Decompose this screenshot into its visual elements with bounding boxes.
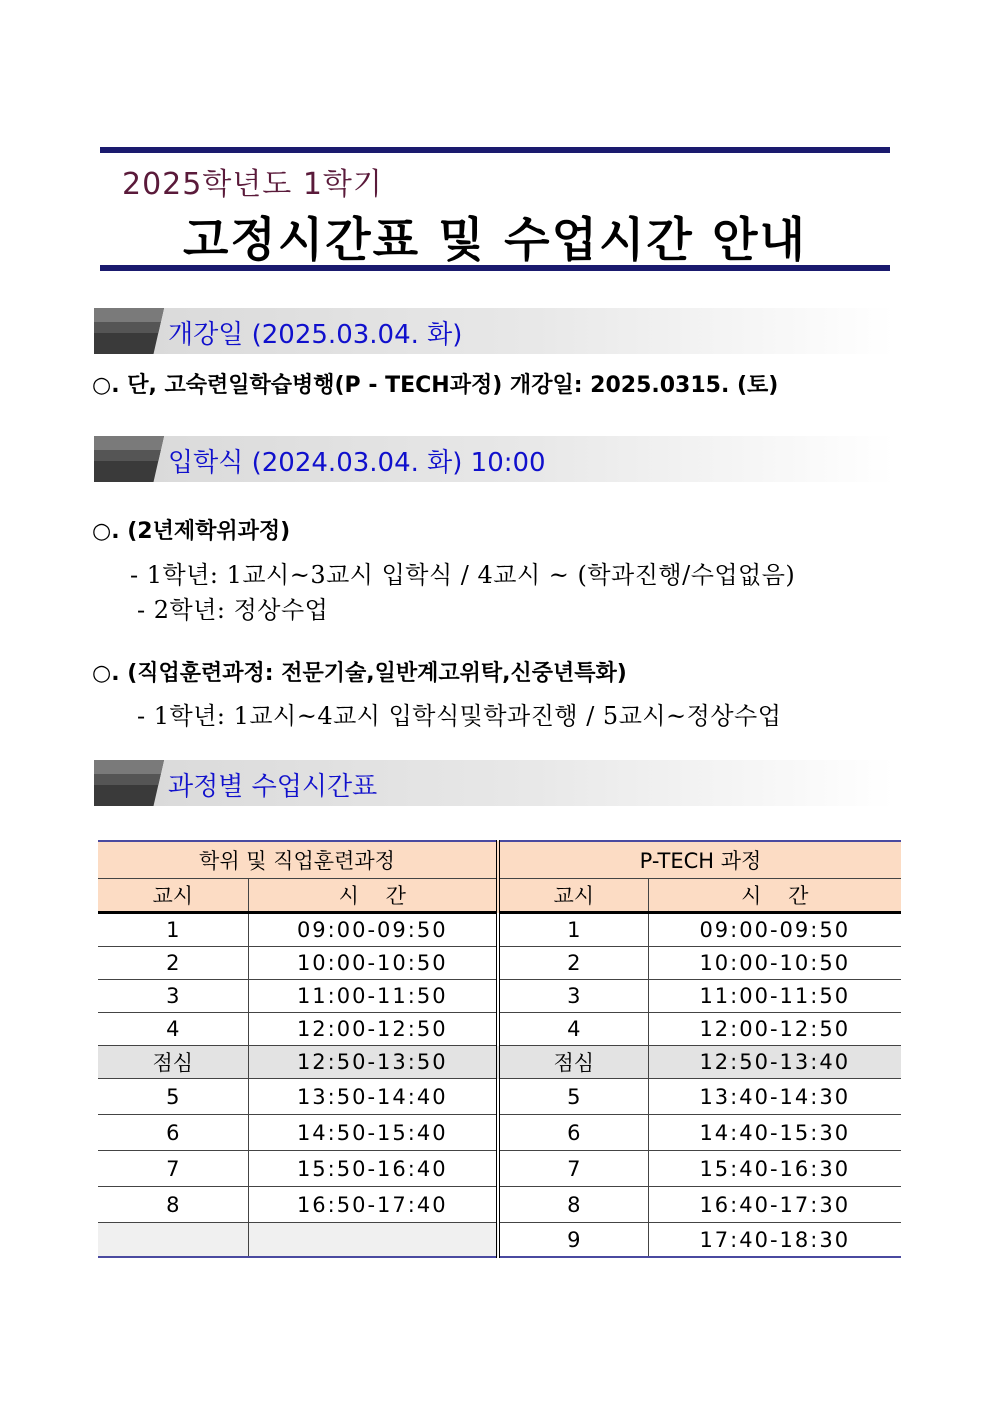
vocational-line-1: - 1학년: 1교시~4교시 입학식및학과진행 / 5교시~정상수업 — [137, 702, 782, 730]
right-period: 5 — [498, 1079, 648, 1115]
right-period: 8 — [498, 1187, 648, 1223]
right-time: 11:00-11:50 — [648, 980, 901, 1013]
section-tab-graphic — [94, 308, 164, 354]
left-period: 1 — [98, 913, 248, 947]
table-row-lunch — [98, 1046, 901, 1079]
degree-heading: ○. (2년제학위과정) — [92, 519, 291, 544]
right-period: 6 — [498, 1115, 648, 1151]
left-period — [98, 1223, 248, 1258]
section-ceremony-title: 입학식 (2024.03.04. 화) 10:00 — [168, 448, 546, 478]
section-opening-bar — [94, 308, 894, 354]
right-period: 점심 — [498, 1046, 648, 1079]
left-time: 13:50-14:40 — [248, 1079, 498, 1115]
table-row — [98, 1187, 901, 1223]
left-time: 15:50-16:40 — [248, 1151, 498, 1187]
table-row — [98, 947, 901, 980]
left-period: 7 — [98, 1151, 248, 1187]
timetable-group-header — [98, 841, 901, 879]
group-left-header: 학위 및 직업훈련과정 — [98, 841, 498, 879]
left-period: 2 — [98, 947, 248, 980]
left-period: 3 — [98, 980, 248, 1013]
right-time: 13:40-14:30 — [648, 1079, 901, 1115]
timetable-column-header — [98, 879, 901, 913]
col-period-right: 교시 — [498, 879, 648, 913]
left-time: 12:50-13:50 — [248, 1046, 498, 1079]
table-row — [98, 913, 901, 947]
left-time — [248, 1223, 498, 1258]
document-subtitle: 2025학년도 1학기 — [122, 167, 383, 202]
section-tab-graphic — [94, 760, 164, 806]
left-period: 8 — [98, 1187, 248, 1223]
left-period: 5 — [98, 1079, 248, 1115]
table-row — [98, 1223, 901, 1258]
left-period: 6 — [98, 1115, 248, 1151]
section-opening-title: 개강일 (2025.03.04. 화) — [168, 320, 463, 350]
right-period: 3 — [498, 980, 648, 1013]
vocational-heading: ○. (직업훈련과정: 전문기술,일반계고위탁,신중년특화) — [92, 661, 627, 686]
left-period: 점심 — [98, 1046, 248, 1079]
left-time: 14:50-15:40 — [248, 1115, 498, 1151]
opening-note: ○. 단, 고숙련일학습병행(P - TECH과정) 개강일: 2025.0315. (토) — [92, 373, 779, 398]
left-time: 09:00-09:50 — [248, 913, 498, 947]
right-time: 16:40-17:30 — [648, 1187, 901, 1223]
table-row — [98, 1151, 901, 1187]
table-row — [98, 1013, 901, 1046]
right-period: 2 — [498, 947, 648, 980]
left-time: 16:50-17:40 — [248, 1187, 498, 1223]
left-time: 11:00-11:50 — [248, 980, 498, 1013]
degree-line-2: - 2학년: 정상수업 — [137, 596, 329, 624]
col-time-left: 시 간 — [248, 879, 498, 913]
right-time: 15:40-16:30 — [648, 1151, 901, 1187]
table-row — [98, 980, 901, 1013]
right-period: 4 — [498, 1013, 648, 1046]
section-schedule-bar — [94, 760, 894, 806]
section-ceremony-bar — [94, 436, 894, 482]
right-time: 09:00-09:50 — [648, 913, 901, 947]
left-time: 10:00-10:50 — [248, 947, 498, 980]
table-row — [98, 1115, 901, 1151]
right-period: 1 — [498, 913, 648, 947]
right-time: 17:40-18:30 — [648, 1223, 901, 1258]
left-period: 4 — [98, 1013, 248, 1046]
title-box — [100, 147, 890, 271]
group-right-header: P-TECH 과정 — [498, 841, 901, 879]
right-period: 7 — [498, 1151, 648, 1187]
right-time: 14:40-15:30 — [648, 1115, 901, 1151]
section-tab-graphic — [94, 436, 164, 482]
timetable — [98, 840, 901, 1258]
right-time: 10:00-10:50 — [648, 947, 901, 980]
col-time-right: 시 간 — [648, 879, 901, 913]
right-time: 12:00-12:50 — [648, 1013, 901, 1046]
degree-line-1: - 1학년: 1교시~3교시 입학식 / 4교시 ~ (학과진행/수업없음) — [130, 561, 796, 589]
document-title: 고정시간표 및 수업시간 안내 — [183, 213, 807, 268]
table-row — [98, 1079, 901, 1115]
left-time: 12:00-12:50 — [248, 1013, 498, 1046]
section-schedule-title: 과정별 수업시간표 — [168, 772, 378, 802]
right-period: 9 — [498, 1223, 648, 1258]
right-time: 12:50-13:40 — [648, 1046, 901, 1079]
col-period-left: 교시 — [98, 879, 248, 913]
